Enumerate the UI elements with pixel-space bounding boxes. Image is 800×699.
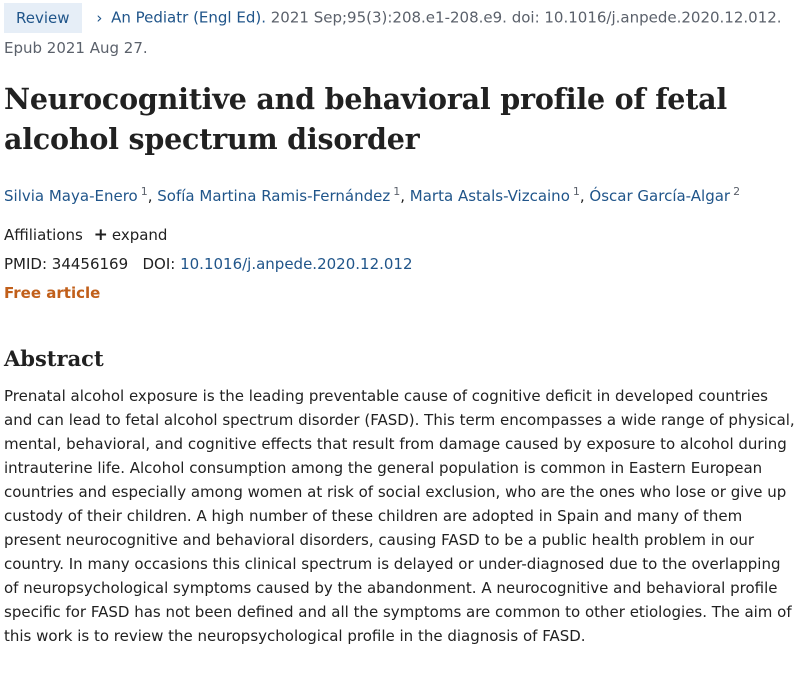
abstract-heading: Abstract [4,346,104,371]
doi-label: DOI: [142,255,176,273]
affiliations-row [4,224,796,246]
doi-link[interactable]: 10.1016/j.anpede.2020.12.012 [180,255,413,273]
affiliation-number: 1 [140,185,148,198]
expand-affiliations-button[interactable] [94,226,168,244]
plus-icon: + [93,225,108,245]
pmid-label: PMID: [4,255,48,273]
abstract-text: Prenatal alcohol exposure is the leading preventable cause of cognitive deficit in developed countries and can lead to fetal alcohol spectrum disorder (FASD). This term encompasses a wide range of physical, mental, behavioral, and cognitive effects that result from damage caused by exposure to alcohol during intrauterine life. Alcohol consumption among the general population is common in Eastern European countries and especially among women at risk of social exclusion, who are the ones who lose or give up custody of their children. A high number of these children are adopted in Spain and many of them present neurocognitive and behavioral disorders, causing FASD to be a public health problem in our country. In many occasions this clinical spectrum is delayed or under-diagnosed due to the overlapping of neuropsychological symptoms caused by the abandonment. A neurocognitive and behavioral profile specific for FASD has not been defined and all the symptoms are common to other etiologies. The aim of this work is to review the neuropsychological profile in the diagnosis of FASD. [4,387,795,645]
page-title: Neurocognitive and behavioral profile of fetal alcohol spectrum disorder [4,82,728,156]
affiliation-number: 2 [733,185,741,198]
citation-details: 2021 Sep;95(3):208.e1-208.e9. doi: 10.1016/j.anpede.2020.12.012. [265,8,782,27]
affiliations-label: Affiliations [4,226,83,244]
identifiers-row [4,253,796,275]
citation-line [4,3,796,33]
chevron-right-icon: › [96,8,103,27]
free-article-label: Free article [4,284,101,302]
epub-date: Epub 2021 Aug 27. [4,39,148,57]
journal-link[interactable]: An Pediatr (Engl Ed). [111,8,266,27]
affiliation-number: 1 [572,185,580,198]
article-header [4,0,796,648]
author-link[interactable]: Silvia Maya-Enero $^1$ [4,185,148,205]
authors-list: Silvia Maya-Enero $^1$, Sofía Martina Ramis-Fernández $^1$, Marta Astals-Vizcaino $^1$, Óscar García-Algar $^2$ [4,185,741,205]
author-link[interactable]: Óscar García-Algar $^2$ [589,185,741,205]
pmid-value: 34456169 [51,255,129,273]
expand-label: expand [111,226,168,244]
author-link[interactable]: Marta Astals-Vizcaino $^1$ [409,185,580,205]
publication-type-badge[interactable]: Review [4,3,82,33]
affiliation-number: 1 [393,185,401,198]
author-link[interactable]: Sofía Martina Ramis-Fernández $^1$ [157,185,401,205]
